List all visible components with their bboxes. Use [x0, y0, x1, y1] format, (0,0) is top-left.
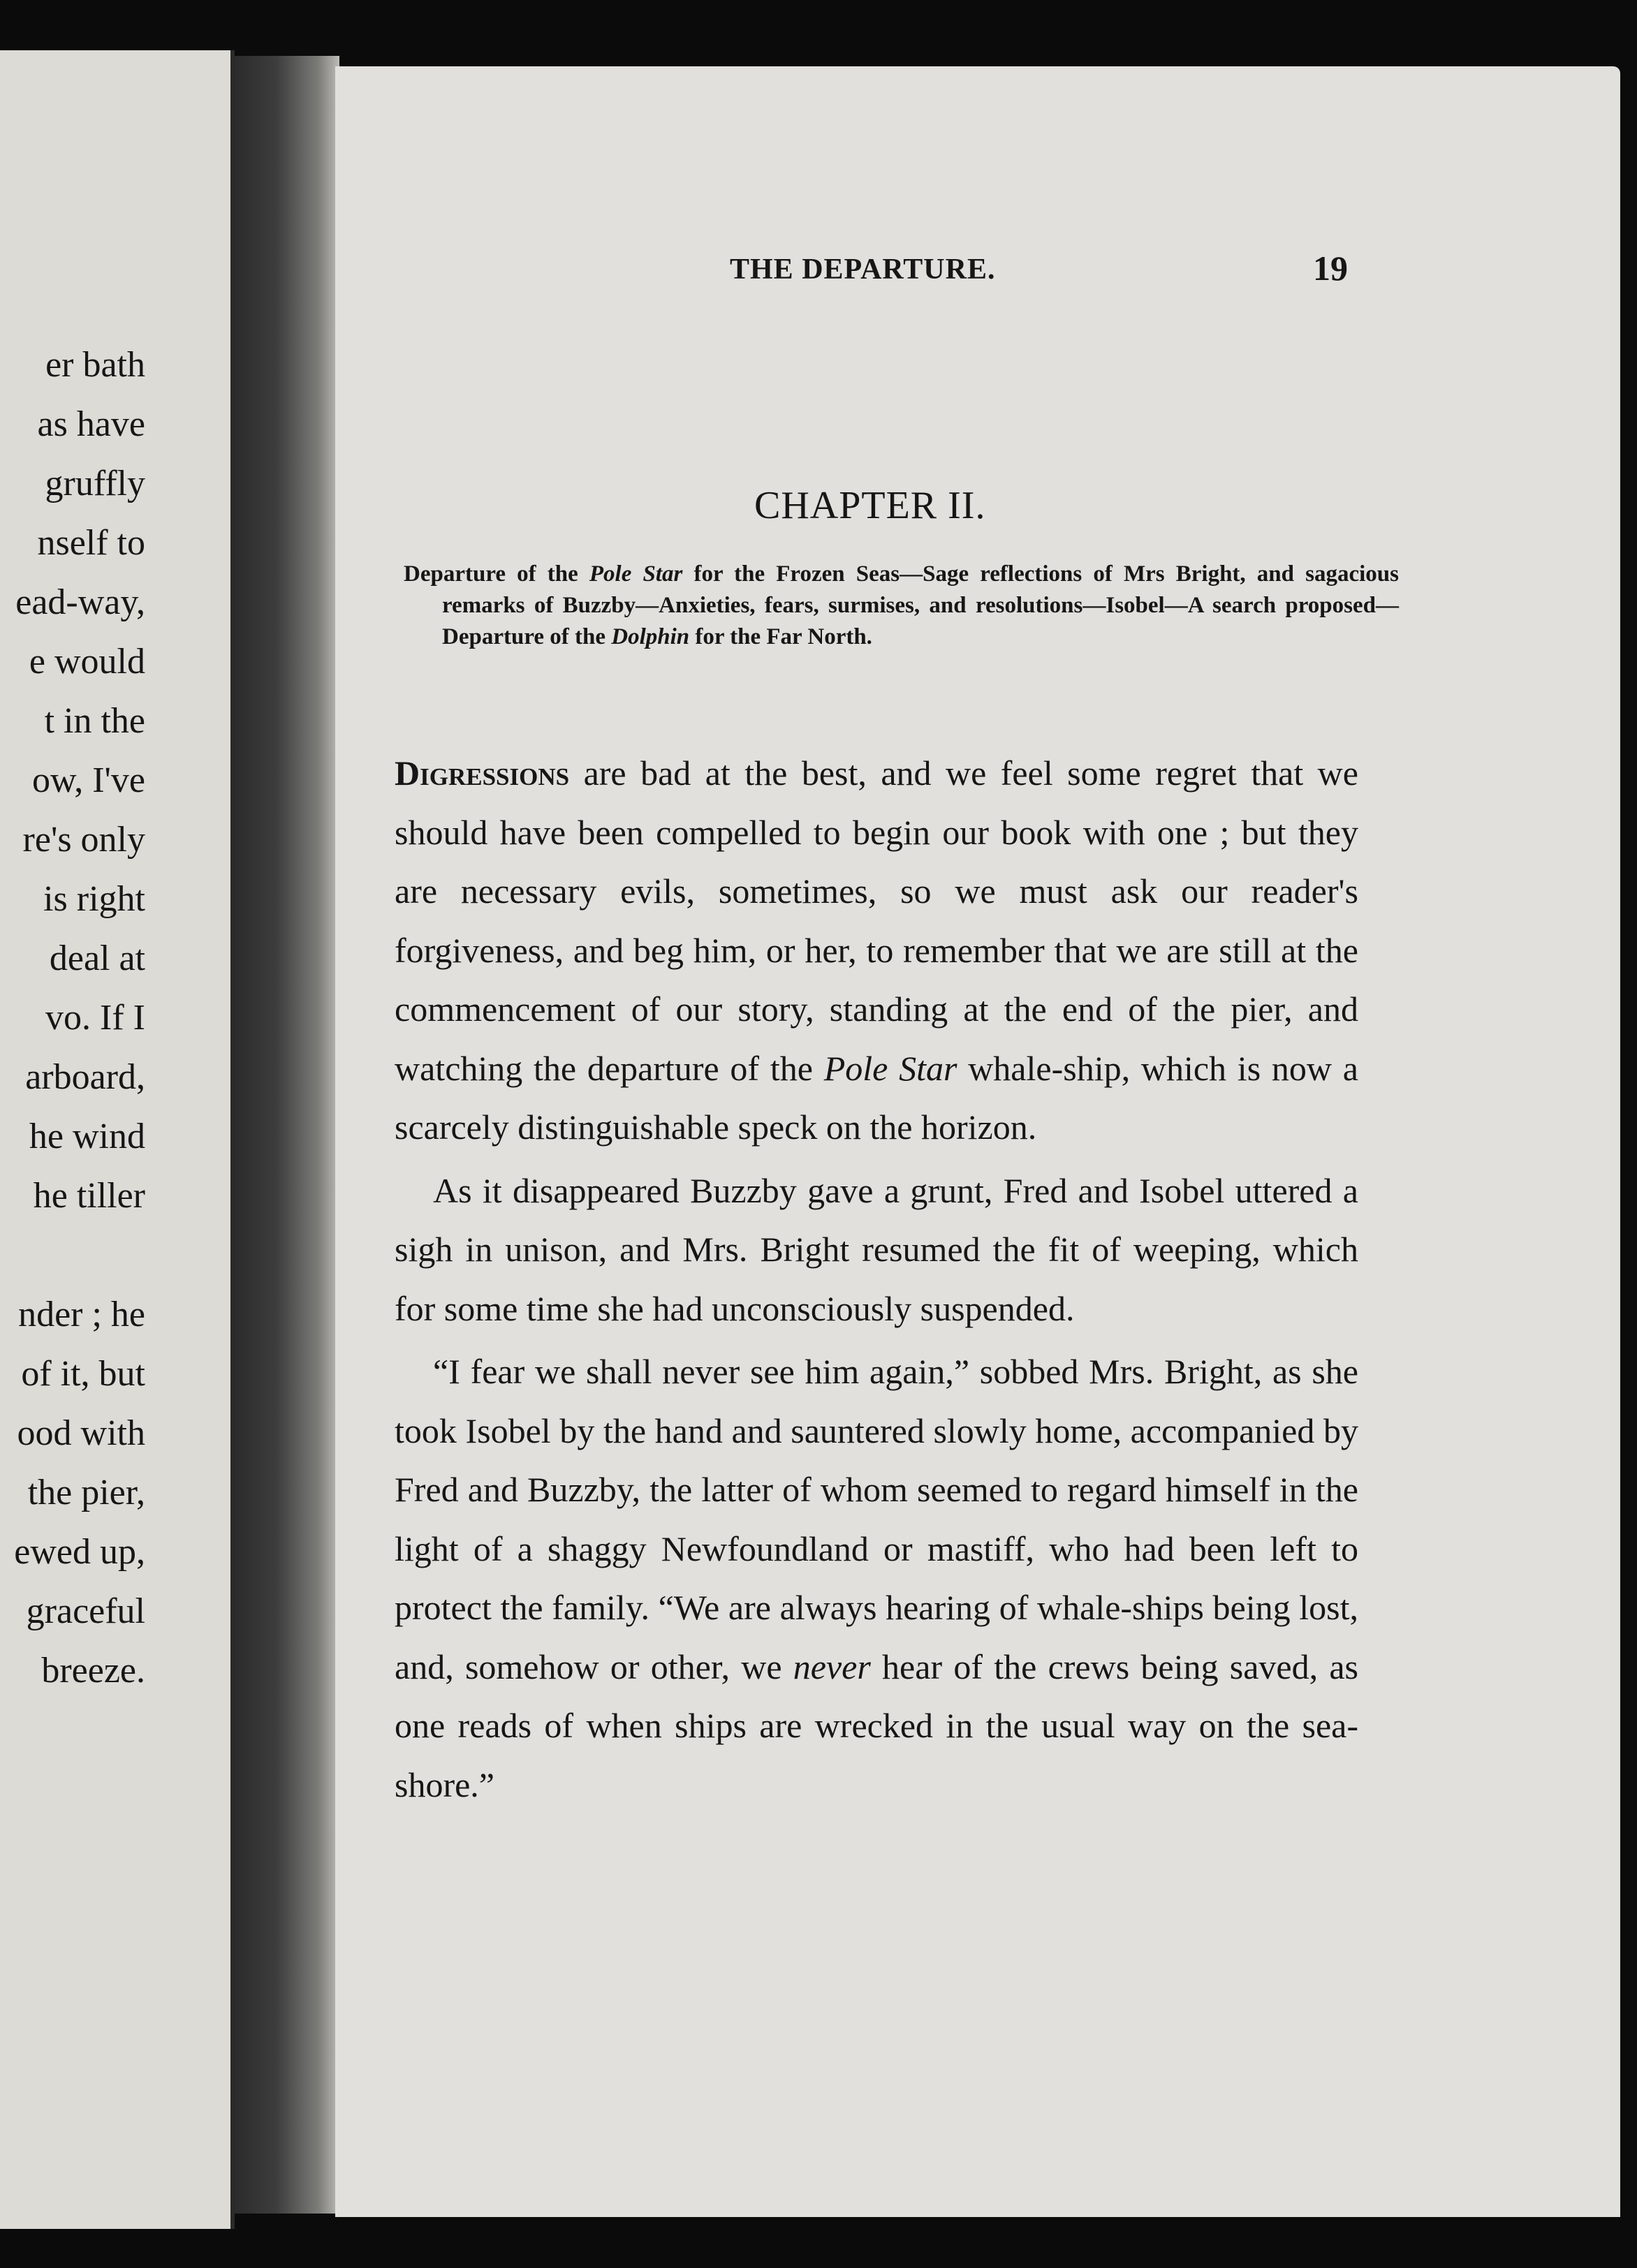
text-line-gap — [14, 1225, 145, 1285]
previous-page-fragment — [0, 50, 235, 2229]
previous-page-text — [14, 335, 145, 1700]
text-line: vo. If I — [45, 998, 145, 1038]
text-line: t in the — [44, 701, 145, 741]
chapter-title: CHAPTER II. — [754, 484, 986, 527]
body-text — [395, 744, 1358, 1814]
text-line: breeze. — [41, 1651, 145, 1691]
text-line: is right — [43, 879, 145, 919]
text-line: ewed up, — [14, 1532, 145, 1572]
text-line: the pier, — [27, 1473, 145, 1512]
synopsis-text: for the Far North. — [689, 624, 872, 649]
paragraph-text: “I fear we shall never see him again,” sobbed Mrs. Bright, as she took Isobel by the hand and sauntered slowly home, accompanied by Fred and Buzzby, the latter of whom seemed to regard himself in the light of a shaggy Newfoundland or mastiff, who had been left to protect the family. “We are always hearing of whale-ships being lost, and, somehow or other, we — [395, 1352, 1358, 1686]
text-line: ow, I've — [32, 760, 145, 800]
paragraph-text: hear of the crews being saved, as one reads of when ships are wrecked in the usual way on the sea-shore.” — [395, 1647, 1358, 1804]
paragraph — [395, 1342, 1358, 1814]
ship-name: Pole Star — [823, 1048, 957, 1088]
paragraph-text: whale-ship, which is now a scarcely distinguishable speck on the horizon. — [395, 1048, 1358, 1147]
text-line: as have — [37, 404, 145, 444]
text-line: he wind — [29, 1117, 145, 1156]
page-number: 19 — [1313, 249, 1348, 288]
text-line: he tiller — [33, 1176, 145, 1216]
text-line: e would — [29, 642, 145, 682]
book-spine-shadow — [235, 56, 339, 2214]
text-line: re's only — [22, 820, 145, 860]
text-line: ood with — [17, 1413, 145, 1453]
chapter-synopsis — [404, 559, 1399, 653]
synopsis-text: for the Frozen Seas—Sage reflections of Mrs Bright, and sagacious remarks of Buzzby—Anxieties, fears, surmises, and resolutions—Isobel—A search proposed—Departure of the — [442, 561, 1399, 649]
paragraph-text: are bad at the best, and we feel some regret that we should have been compelled to begin our book with one ; but they are necessary evils, sometimes, so we must ask our reader's forgiveness, and beg him, or her, to remember that we are still at the commencement of our story, standing at the end of the pier, and watching the departure of the — [395, 753, 1358, 1088]
text-line: er bath — [45, 345, 145, 385]
text-line: deal at — [49, 938, 145, 978]
paragraph — [395, 744, 1358, 1157]
text-line: arboard, — [25, 1057, 145, 1097]
text-line: graceful — [26, 1591, 145, 1631]
text-line: gruffly — [45, 464, 145, 503]
text-line: nself to — [37, 523, 145, 563]
text-line: nder ; he — [18, 1295, 145, 1334]
synopsis-text: Departure of the — [404, 561, 589, 587]
ship-name: Pole Star — [589, 561, 683, 587]
paragraph: As it disappeared Buzzby gave a grunt, Fred and Isobel uttered a sigh in unison, and Mrs. Bright resumed the fit of weeping, which for some time she had unconsciously suspended. — [395, 1170, 1358, 1328]
text-line: of it, but — [21, 1354, 145, 1394]
running-head: THE DEPARTURE. — [730, 253, 996, 286]
text-line: ead-way, — [15, 582, 145, 622]
emphasis: never — [793, 1647, 871, 1686]
lead-word: Digressions — [395, 753, 570, 793]
ship-name: Dolphin — [611, 624, 690, 649]
